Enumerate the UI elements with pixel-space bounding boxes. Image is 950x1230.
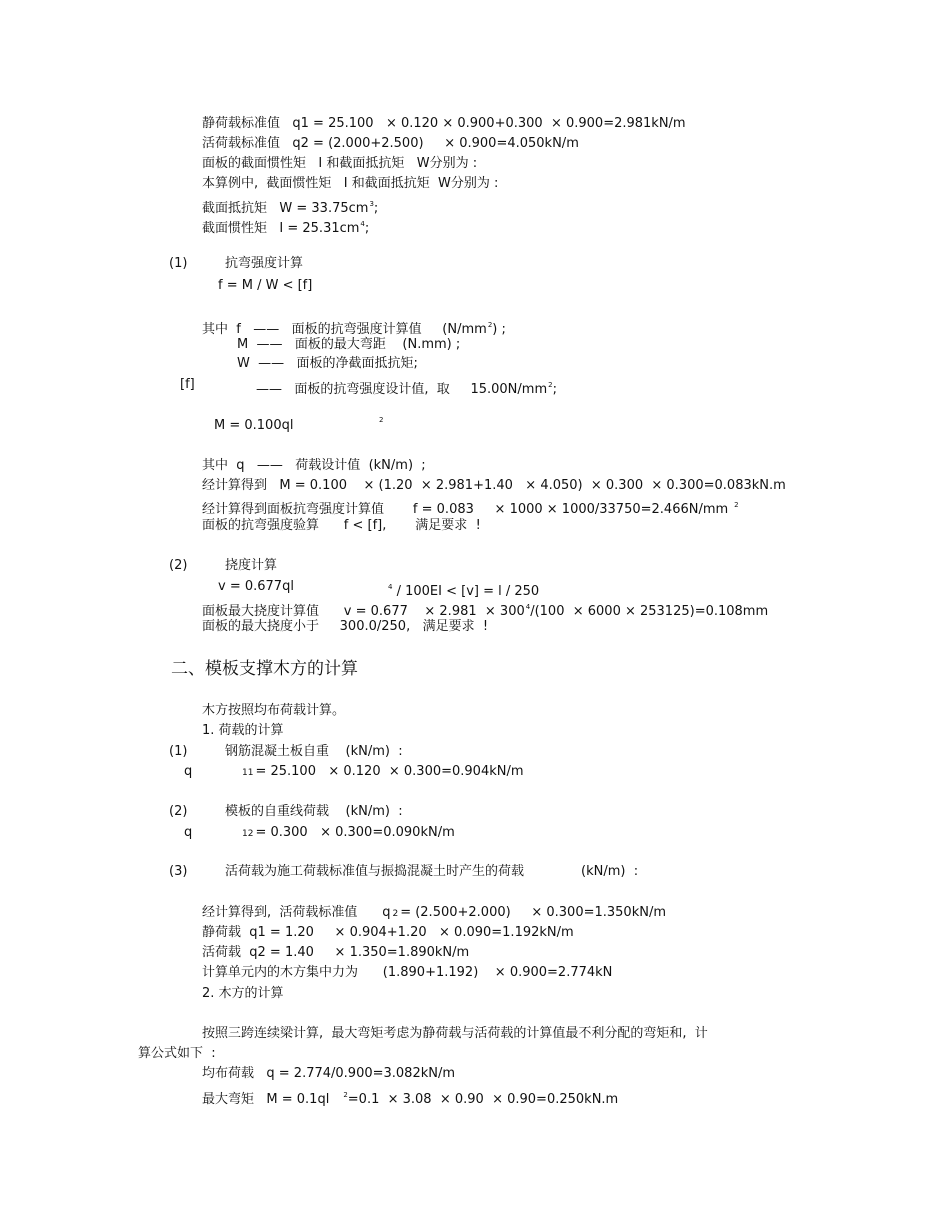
bending-stress-calculation (202, 497, 739, 518)
definition-f-design (256, 377, 557, 398)
deflection-calculation (202, 599, 768, 620)
punctuation: ; (373, 201, 379, 216)
calculation-text: 面板最大挠度计算值 v = 0.677 × 2.981 × 300 (202, 604, 525, 619)
deflection-formula-left: v = 0.677ql (218, 579, 294, 594)
subscript: 2 (392, 909, 399, 919)
live-load-standard-line: 活荷载标准值 q2 = (2.000+2.500) × 0.900=4.050kN/m (202, 136, 579, 151)
superscript: 2 (548, 381, 553, 389)
section-properties-note: 本算例中, 截面惯性矩 I 和截面抵抗矩 W分别为 : (202, 176, 499, 191)
superscript: 4 (388, 583, 393, 591)
subscript: 11 (242, 768, 254, 778)
section-modulus-line (202, 196, 378, 217)
static-load-standard-line: 静荷载标准值 q1 = 25.100 × 0.120 × 0.900+0.300 × 0.900=2.981kN/m (202, 116, 686, 131)
superscript: 2 (379, 416, 384, 424)
section-title-bending: 抗弯强度计算 (225, 256, 304, 271)
section-number: (2) (169, 558, 188, 573)
paragraph-continuation: 算公式如下 : (138, 1046, 216, 1061)
load-symbol: q (184, 764, 193, 779)
bending-check: 面板的抗弯强度验算 f < [f], 满足要求 ! (202, 518, 481, 533)
superscript: 3 (369, 200, 374, 208)
moment-of-inertia-text: 截面惯性矩 I = 25.31cm (202, 221, 360, 236)
section-heading: 二、模板支撑木方的计算 (171, 659, 358, 679)
subheading-load: 1. 荷载的计算 (202, 723, 284, 738)
calculation-text: /(100 × 6000 × 253125)=0.108mm (530, 604, 769, 619)
punctuation: ; (364, 221, 370, 236)
calculation-text: = 0.300 × 0.300=0.090kN/m (255, 825, 455, 840)
load-item-title: 模板的自重线荷载 (kN/m) : (225, 804, 403, 819)
calculation-text: = (2.500+2.000) × 0.300=1.350kN/m (400, 905, 666, 920)
punctuation: ) ; (492, 322, 506, 337)
load-symbol: q (184, 825, 193, 840)
section-number: (1) (169, 744, 188, 759)
definition-q: 其中 q —— 荷载设计值 (kN/m) ; (202, 458, 426, 473)
definition-text: —— 面板的抗弯强度设计值, 取 15.00N/mm (256, 382, 548, 397)
calculation-text: =0.1 × 3.08 × 0.90 × 0.90=0.250kN.m (347, 1092, 619, 1107)
moment-of-inertia-line (202, 216, 369, 237)
section-number: (3) (169, 864, 188, 879)
calculation-text: 经计算得到面板抗弯强度计算值 f = 0.083 × 1000 × 1000/33750=2.466N/mm (202, 502, 729, 517)
definition-f-symbol: [f] (180, 377, 195, 392)
deflection-formula-right (387, 579, 539, 600)
definition-f (202, 317, 506, 338)
superscript: 4 (525, 603, 531, 611)
section-title-deflection: 挠度计算 (225, 558, 278, 573)
load-q11-line (240, 764, 524, 781)
live-load-design: 活荷载 q2 = 1.40 × 1.350=1.890kN/m (202, 945, 470, 960)
section-number: (1) (169, 256, 188, 271)
superscript: 2 (734, 501, 739, 509)
calculation-text: 经计算得到, 活荷载标准值 q (202, 905, 391, 920)
definition-m: M —— 面板的最大弯距 (N.mm) ; (237, 337, 461, 352)
load-item-unit: (kN/m) : (581, 864, 639, 879)
section-modulus-text: 截面抵抗矩 W = 33.75cm (202, 201, 369, 216)
definition-text: 其中 f —— 面板的抗弯强度计算值 (N/mm (202, 322, 487, 337)
superscript: 2 (343, 1091, 348, 1099)
subheading-timber: 2. 木方的计算 (202, 986, 284, 1001)
bending-formula: f = M / W < [f] (218, 278, 313, 293)
superscript: 4 (360, 220, 365, 228)
calculation-text: = 25.100 × 0.120 × 0.300=0.904kN/m (255, 764, 524, 779)
calculation-text: 最大弯矩 M = 0.1ql (202, 1092, 330, 1107)
section-number: (2) (169, 804, 188, 819)
load-q12-line (240, 825, 455, 842)
subscript: 12 (242, 829, 254, 839)
load-item-title: 活荷载为施工荷载标准值与振捣混凝土时产生的荷载 (225, 864, 525, 879)
superscript: 2 (487, 321, 493, 329)
formula-text: / 100EI < [v] = l / 250 (396, 584, 540, 599)
moment-calculation: 经计算得到 M = 0.100 × (1.20 × 2.981+1.40 × 4.050) × 0.300 × 0.300=0.083kN.m (202, 478, 786, 493)
live-load-line (202, 905, 666, 922)
paragraph: 木方按照均布荷载计算。 (202, 703, 346, 718)
static-load-design: 静荷载 q1 = 1.20 × 0.904+1.20 × 0.090=1.192kN/m (202, 925, 574, 940)
deflection-check: 面板的最大挠度小于 300.0/250, 满足要求 ! (202, 619, 489, 634)
section-properties-intro: 面板的截面惯性矩 I 和截面抵抗矩 W分别为 : (202, 156, 478, 171)
paragraph: 按照三跨连续梁计算, 最大弯矩考虑为静荷载与活荷载的计算值最不利分配的弯矩和, 计 (202, 1026, 708, 1041)
punctuation: ; (552, 382, 557, 397)
load-item-title: 钢筋混凝土板自重 (kN/m) : (225, 744, 403, 759)
concentrated-force: 计算单元内的木方集中力为 (1.890+1.192) × 0.900=2.774kN (202, 965, 613, 980)
moment-formula: M = 0.100ql (214, 418, 294, 433)
max-moment-line (202, 1087, 618, 1108)
definition-w: W —— 面板的净截面抵抗矩; (237, 356, 418, 371)
uniform-load-line: 均布荷载 q = 2.774/0.900=3.082kN/m (202, 1066, 456, 1081)
